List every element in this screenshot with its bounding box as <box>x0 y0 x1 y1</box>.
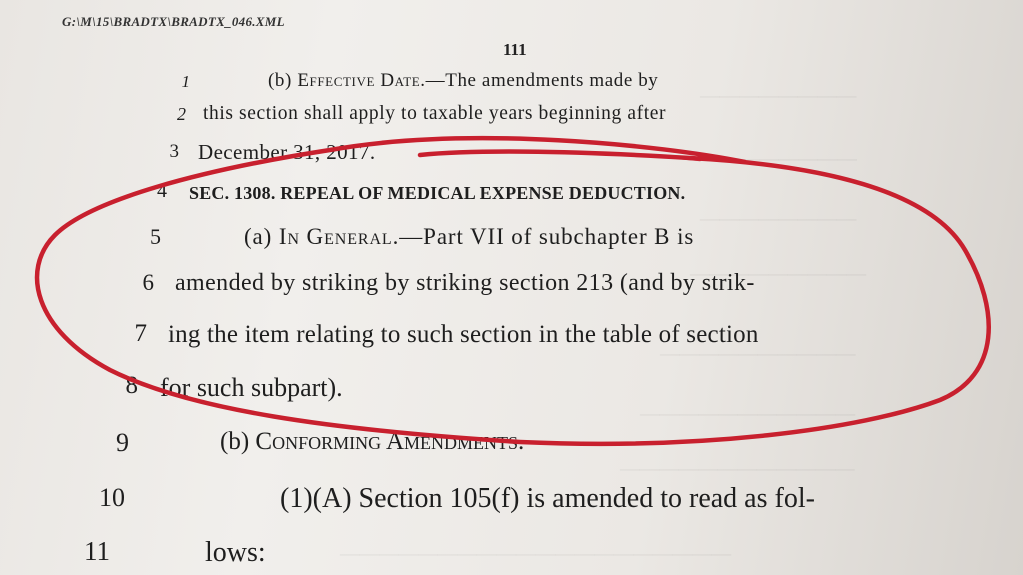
file-path-header: G:\M\15\BRADTX\BRADTX_046.XML <box>62 14 285 29</box>
bleed-through-text: ——————————— <box>640 400 856 425</box>
line-number: 3 <box>169 141 179 162</box>
bleed-through-text: ————————— <box>690 260 867 285</box>
text-line: (a) In General.—Part VII of subchapter B is <box>244 224 695 249</box>
text-line: (b) Effective Date.—The amendments made by <box>268 70 659 91</box>
text-line: (b) Conforming Amendments.— <box>220 428 550 455</box>
bleed-through-text: ———————— <box>700 205 857 230</box>
text-line: this section shall apply to taxable years beginning after <box>203 103 667 124</box>
text-line: amended by striking by striking section 213 (and by strik- <box>175 270 755 296</box>
line-number: 7 <box>134 320 147 347</box>
text-line: December 31, 2017. <box>198 140 376 164</box>
text-line: lows: <box>205 537 266 568</box>
line-number: 1 <box>181 72 190 91</box>
bleed-through-text: ——————— <box>720 145 857 170</box>
line-number: 10 <box>99 483 125 512</box>
text-line: (1)(A) Section 105(f) is amended to read as fol- <box>280 483 815 514</box>
bleed-through-text: ———————— <box>700 82 857 107</box>
line-number: 2 <box>177 104 186 124</box>
bleed-through-text: —————————— <box>660 340 856 365</box>
text-line: ing the item relating to such section in the table of section <box>168 321 759 348</box>
line-number: 8 <box>125 372 138 399</box>
text-line: for such subpart). <box>160 373 343 402</box>
bleed-through-text: ———————————— <box>620 455 855 480</box>
line-number: 4 <box>157 180 167 202</box>
bleed-through-text: ———————————————————— <box>340 540 732 565</box>
line-number: 9 <box>116 428 129 457</box>
page-number: 111 <box>503 40 527 59</box>
line-number: 11 <box>84 536 110 566</box>
line-number: 6 <box>142 270 154 295</box>
section-heading: SEC. 1308. REPEAL OF MEDICAL EXPENSE DEDUCTION. <box>189 183 686 203</box>
line-number: 5 <box>150 224 161 249</box>
